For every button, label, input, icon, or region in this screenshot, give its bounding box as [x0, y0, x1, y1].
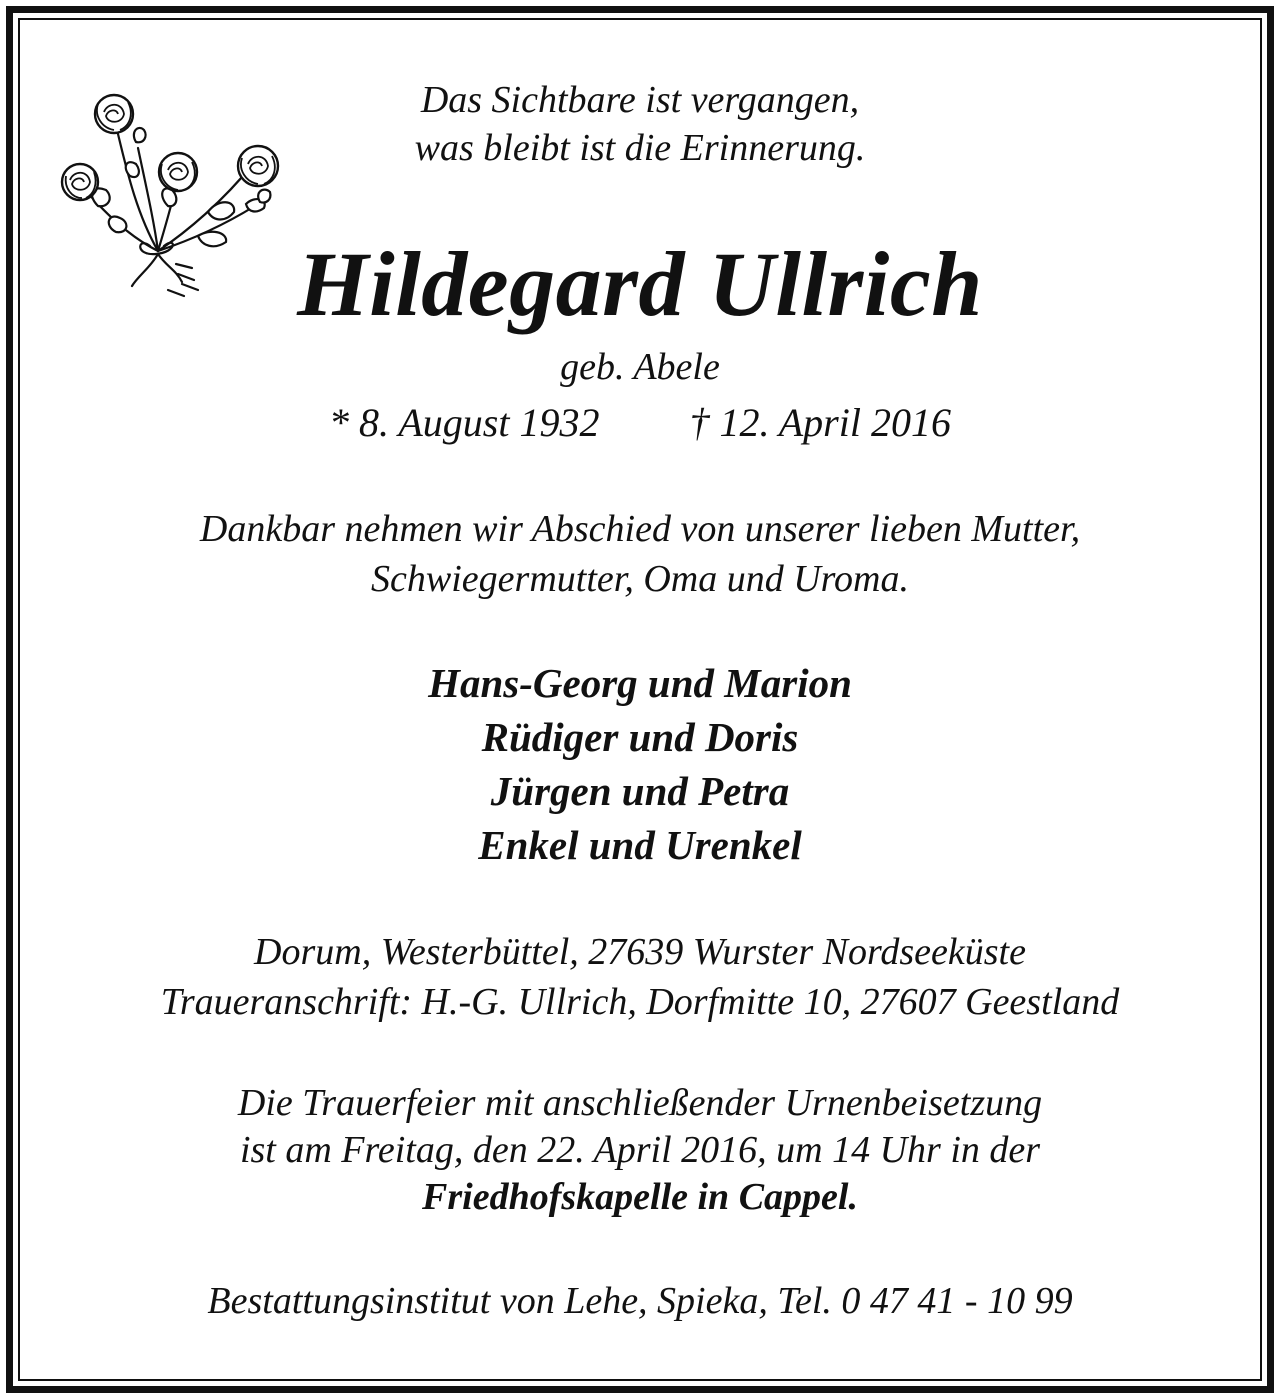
motto-line-2: was bleibt ist die Erinnerung. — [414, 127, 866, 169]
funeral-notice — [0, 1080, 1280, 1221]
motto — [0, 76, 1280, 172]
thanks-line-1: Dankbar nehmen wir Abschied von unserer lieben Mutter, — [199, 508, 1081, 550]
family-member: Enkel und Urenkel — [478, 822, 802, 868]
motto-line-1: Das Sichtbare ist vergangen, — [420, 79, 860, 121]
life-dates — [0, 398, 1280, 448]
undertaker-info: Bestattungsinstitut von Lehe, Spieka, Tel. 0 47 41 - 10 99 — [207, 1280, 1073, 1322]
maiden-name: geb. Abele — [560, 346, 720, 388]
thanks-line-2: Schwiegermutter, Oma und Uroma. — [371, 558, 909, 600]
funeral-line-1: Die Trauerfeier mit anschließender Urnenbeisetzung — [237, 1082, 1043, 1124]
address-line-2: Traueranschrift: H.-G. Ullrich, Dorfmitte 10, 27607 Geestland — [160, 981, 1120, 1023]
address-line-1: Dorum, Westerbüttel, 27639 Wurster Nordseeküste — [254, 931, 1026, 973]
address-block — [0, 927, 1280, 1027]
death-date: † 12. April 2016 — [689, 400, 951, 445]
family-member: Jürgen und Petra — [490, 768, 790, 814]
family-list — [0, 656, 1280, 872]
funeral-venue: Friedhofskapelle in Cappel. — [422, 1176, 858, 1218]
deceased-name: Hildegard Ullrich — [297, 233, 983, 335]
thanks-text — [0, 504, 1280, 604]
family-member: Hans-Georg und Marion — [428, 660, 852, 706]
family-member: Rüdiger und Doris — [481, 714, 799, 760]
funeral-line-2: ist am Freitag, den 22. April 2016, um 14 Uhr in der — [239, 1129, 1041, 1171]
birth-date: * 8. August 1932 — [329, 400, 600, 445]
